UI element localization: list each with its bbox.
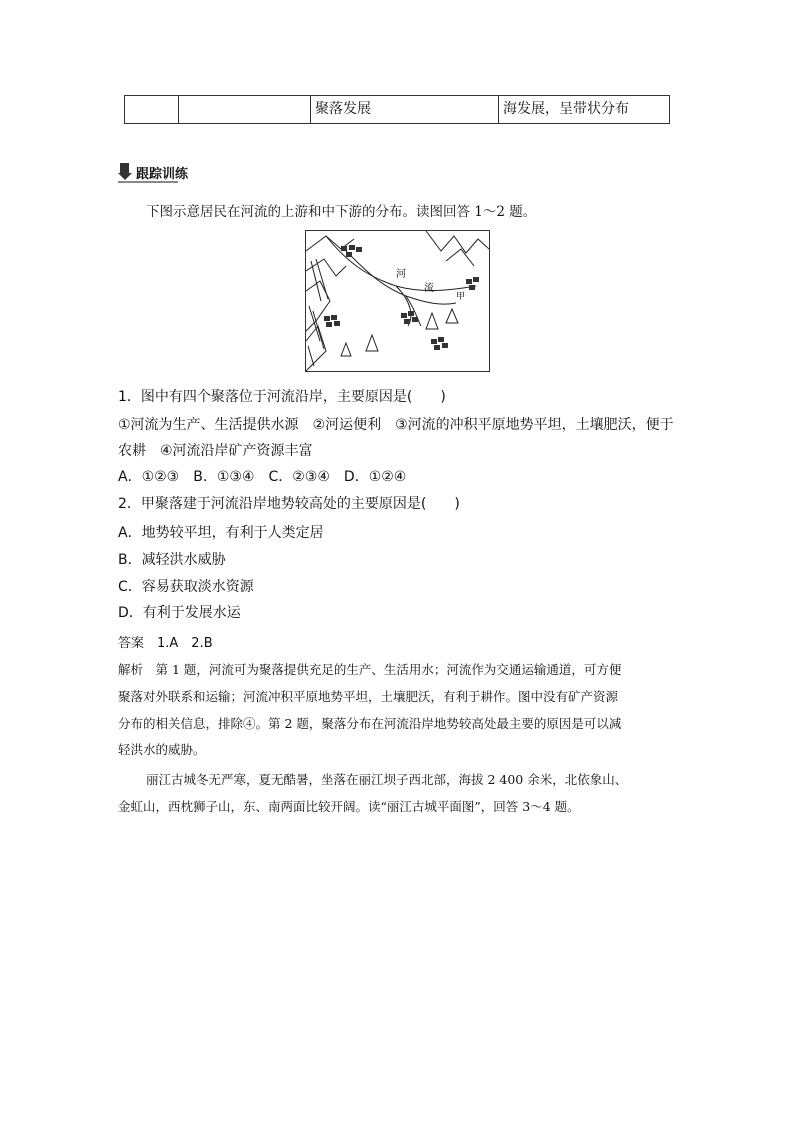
q1-options: A．①②③ B．①③④ C．②③④ D．①②④ bbox=[118, 469, 407, 485]
section-underline bbox=[118, 181, 178, 183]
q1-line: ①河流为生产、生活提供水源 ②河运便利 ③河流的冲积平原地势平坦，土壤肥沃，便于 bbox=[118, 417, 674, 433]
q2-option-c: C．容易获取淡水资源 bbox=[118, 579, 254, 595]
analysis-line: 轻洪水的威胁。 bbox=[118, 742, 206, 757]
table-cell bbox=[179, 96, 311, 123]
analysis-line: 聚落对外联系和运输；河流冲积平原地势平坦，土壤肥沃，有利于耕作。图中没有矿产资源 bbox=[118, 689, 619, 704]
map-label-river: 河 bbox=[396, 269, 406, 280]
river-settlement-map bbox=[305, 230, 490, 372]
table-cell: 聚落发展 bbox=[311, 96, 499, 123]
analysis-line: 解析 第 1 题，河流可为聚落提供充足的生产、生活用水；河流作为交通运输通道，可方便 bbox=[118, 662, 622, 677]
analysis-line: 分布的相关信息，排除④。第 2 题，聚落分布在河流沿岸地势较高处最主要的原因是可以减 bbox=[118, 716, 622, 731]
q2-stem: 2．甲聚落建于河流沿岸地势较高处的主要原因是( ) bbox=[118, 496, 460, 512]
intro-text: 下图示意居民在河流的上游和中下游的分布。读图回答 1～2 题。 bbox=[146, 204, 537, 220]
map-label-jia: 甲 bbox=[456, 292, 466, 302]
table-fragment bbox=[124, 95, 670, 124]
q2-option-a: A．地势较平坦，有利于人类定居 bbox=[118, 525, 324, 541]
q1-line: 农耕 ④河流沿岸矿产资源丰富 bbox=[118, 443, 313, 459]
map-illustration bbox=[306, 231, 489, 371]
answer-text: 答案 1.A 2.B bbox=[118, 636, 213, 651]
q1-stem: 1．图中有四个聚落位于河流沿岸，主要原因是( ) bbox=[118, 389, 446, 405]
map-label-river: 流 bbox=[424, 283, 434, 294]
table-cell: 海发展，呈带状分布 bbox=[503, 101, 629, 117]
arrow-down-icon bbox=[118, 163, 134, 181]
paragraph-line: 丽江古城冬无严寒，夏无酷暑，坐落在丽江坝子西北部，海拔 2 400 余米，北依象山、 bbox=[146, 772, 628, 787]
section-header bbox=[118, 161, 188, 183]
table-cell bbox=[125, 96, 179, 123]
section-title: 跟踪训练 bbox=[136, 166, 189, 182]
q2-option-d: D．有利于发展水运 bbox=[118, 605, 241, 621]
q2-option-b: B．减轻洪水威胁 bbox=[118, 552, 226, 568]
paragraph-line: 金虹山，西枕狮子山，东、南两面比较开阔。读“丽江古城平面图”，回答 3～4 题。 bbox=[118, 799, 580, 814]
